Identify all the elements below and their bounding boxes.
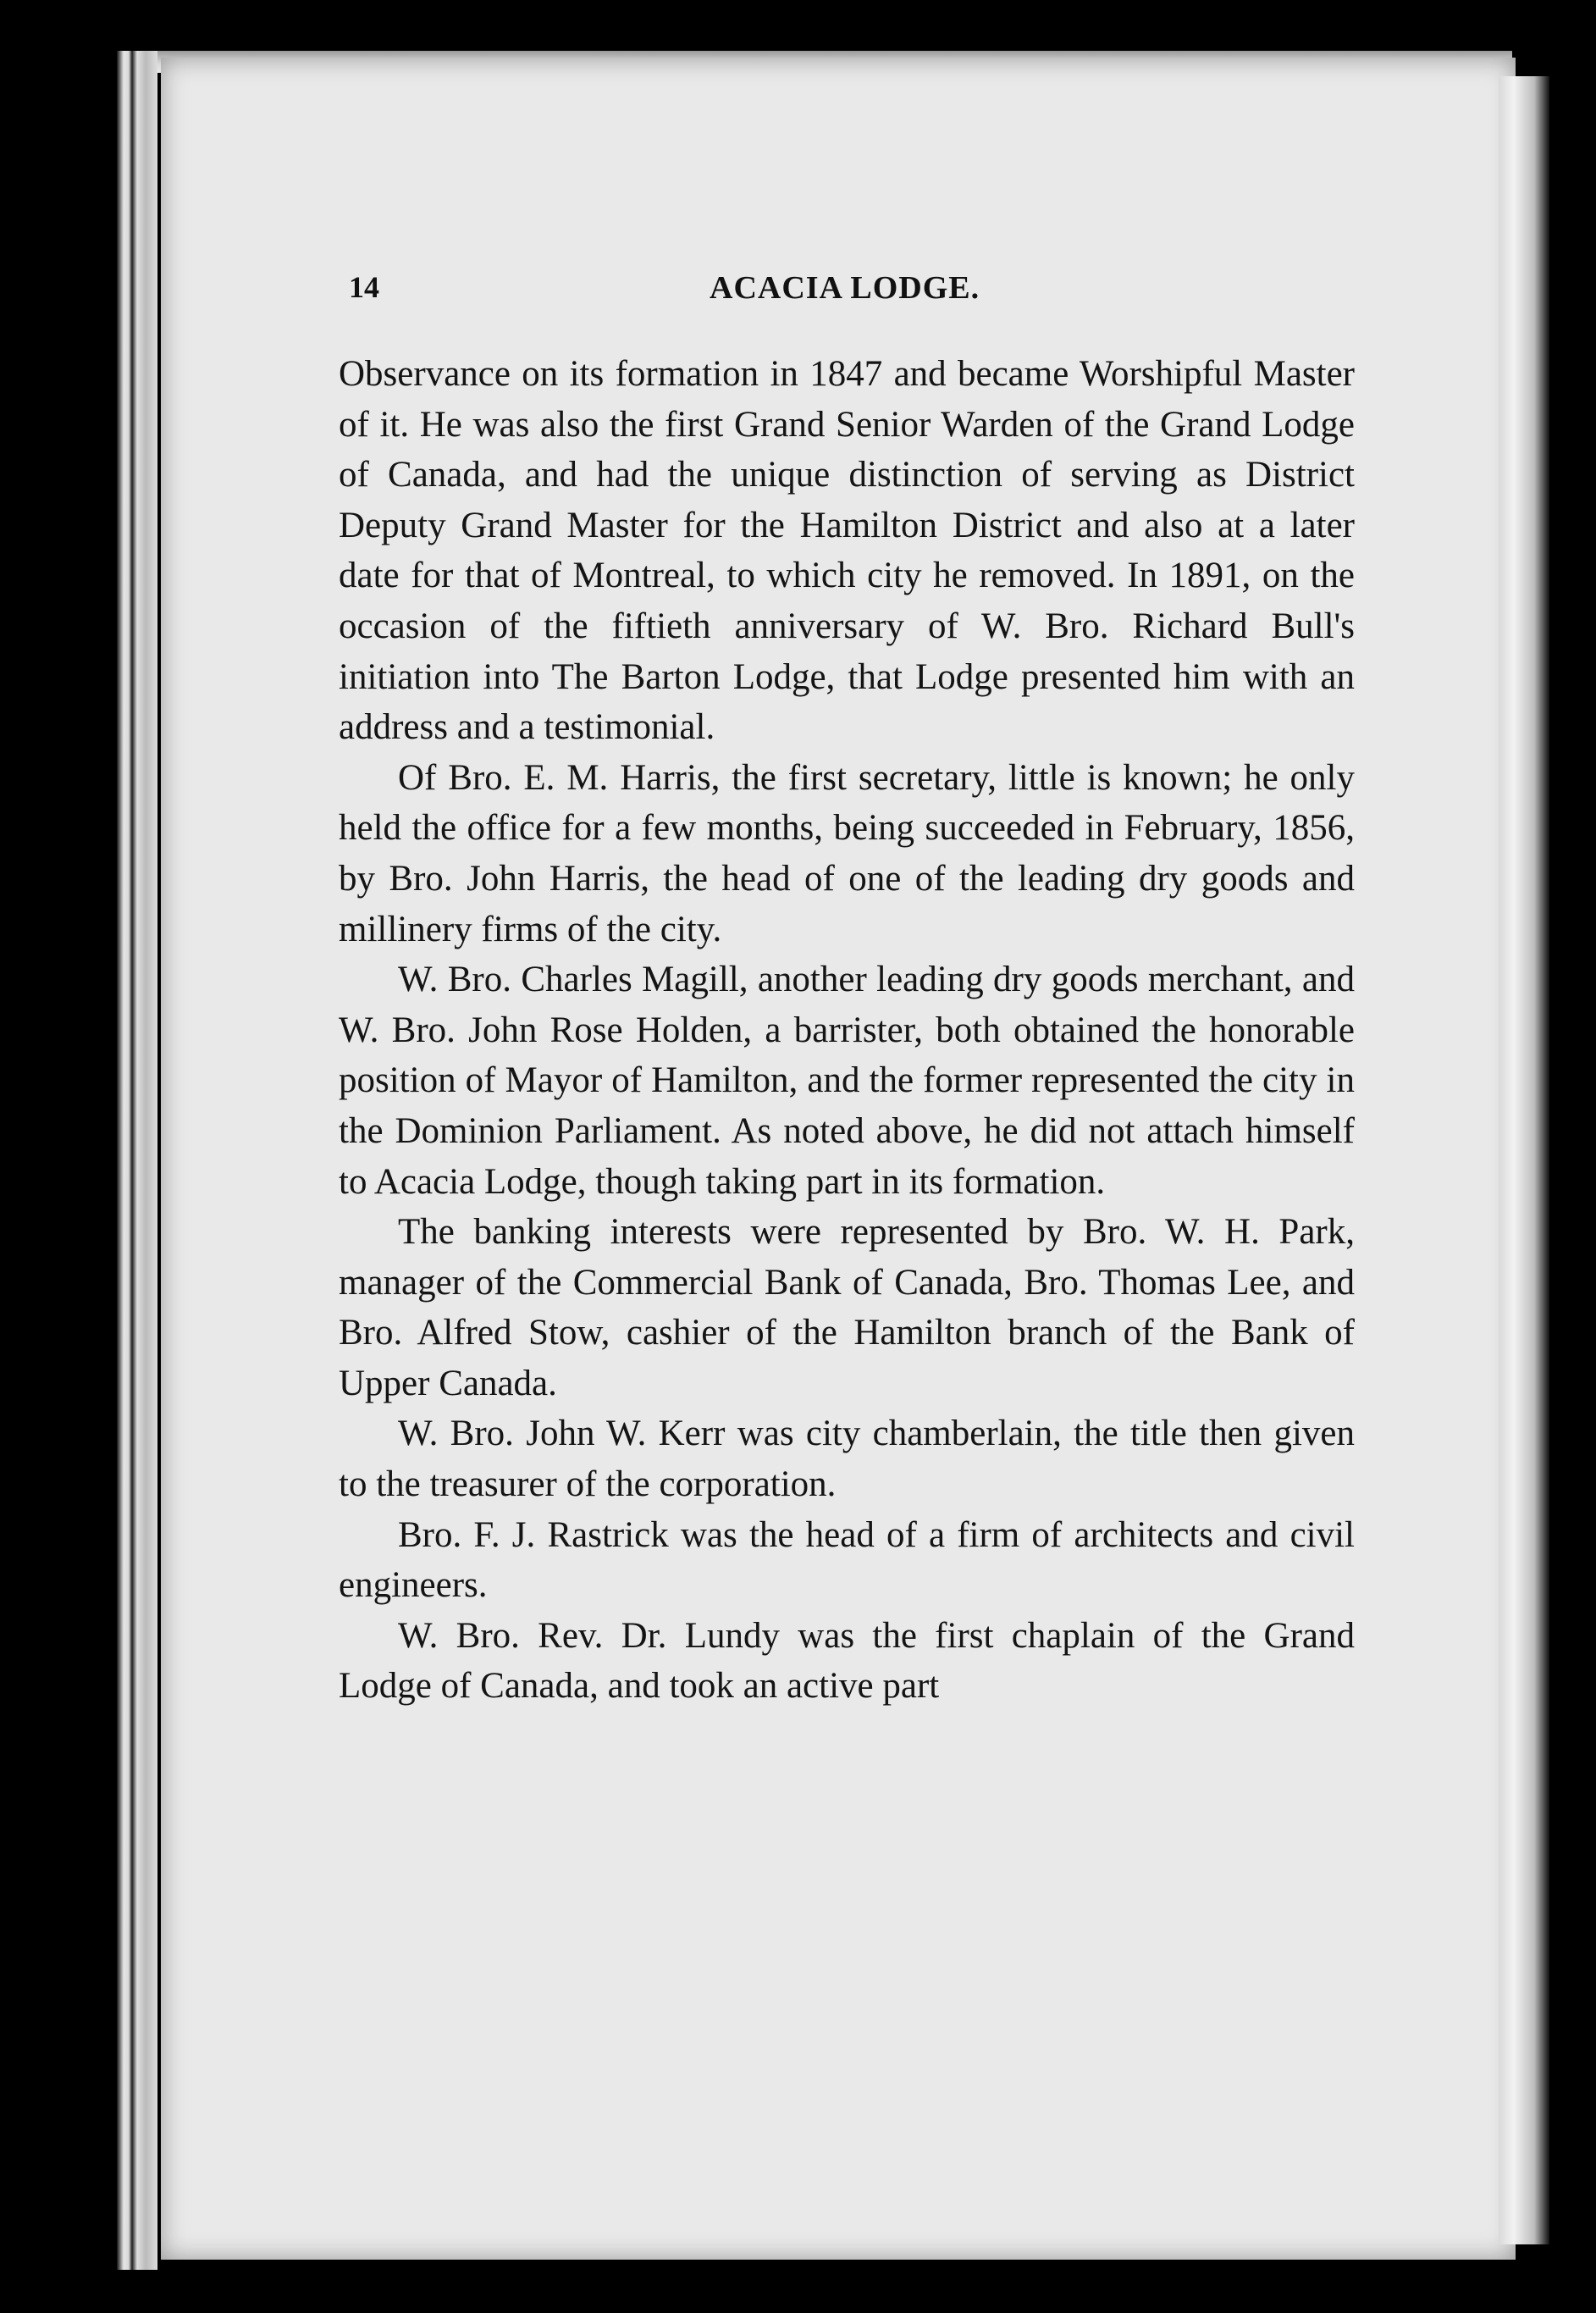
paragraph: Observance on its formation in 1847 and became Worshipful Master of it. He was also the first Grand Senior Warden of the Grand Lodge of Canada, and had the unique distinction of serving as District Deputy Grand Master for the Hamilton District and also at a later date for that of Montreal, to which city he removed. In 1891, on the occasion of the fiftieth anniversary of W. Bro. Richard Bull's initiation into The Barton Lodge, that Lodge presented him with an address and a testimonial. [339,354,1355,748]
paragraph: W. Bro. John W. Kerr was city chamberlain, the title then given to the treasurer of the corporation. [339,1414,1355,1505]
paragraph: Bro. F. J. Rastrick was the head of a firm of architects and civil engineers. [339,1514,1355,1606]
body-text [339,349,1355,1712]
page-header [349,269,1346,320]
paragraph: W. Bro. Charles Magill, another leading dry goods merchant, and W. Bro. John Rose Holden, a barrister, both obtained the honorable position of Mayor of Hamilton, and the former represented the city in the Dominion Parliament. As noted above, he did not attach himself to Acacia Lodge, though taking part in its formation. [339,960,1355,1202]
paragraph: Of Bro. E. M. Harris, the first secretary, little is known; he only held the office for a few months, being succeeded in February, 1856, by Bro. John Harris, the head of one of the leading dry goods and millinery firms of the city. [339,757,1355,949]
page-right-edge [1499,76,1549,2244]
paragraph: W. Bro. Rev. Dr. Lundy was the first chaplain of the Grand Lodge of Canada, and took an active part [339,1615,1355,1707]
book-spine-edge [117,51,157,2270]
paragraph: The banking interests were represented by Bro. W. H. Park, manager of the Commercial Bank of Canada, Bro. Thomas Lee, and Bro. Alfred Stow, cashier of the Hamilton branch of the Bank of Upper Canada. [339,1212,1355,1403]
page-number: 14 [349,270,379,304]
running-head: ACACIA LODGE. [710,270,980,306]
